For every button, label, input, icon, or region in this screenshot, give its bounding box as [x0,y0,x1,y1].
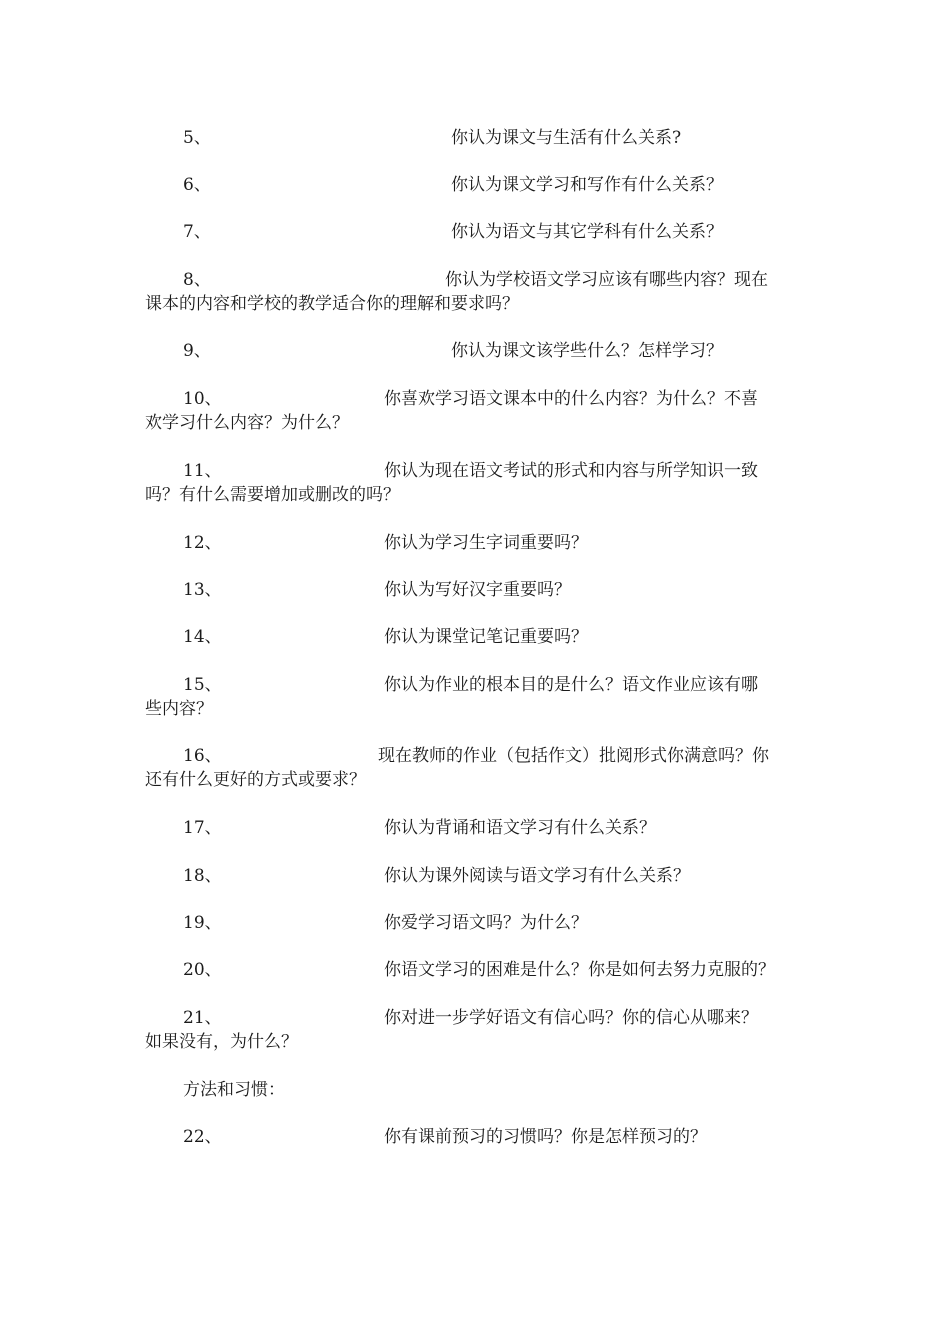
question-text-continued: 吗？有什么需要增加或删改的吗？ [145,485,400,505]
question-number: 11、 [183,461,222,481]
question-text: 你有课前预习的习惯吗？你是怎样预习的？ [384,1127,707,1147]
question-text-continued: 还有什么更好的方式或要求？ [145,770,366,790]
question-text-continued: 如果没有，为什么？ [145,1032,298,1052]
question-number: 7、 [183,222,211,242]
question-number: 21、 [183,1008,222,1028]
question-text: 你认为课文与生活有什么关系? [451,128,682,148]
question-text: 你认为现在语文考试的形式和内容与所学知识一致 [384,461,758,481]
question-text: 现在教师的作业（包括作文）批阅形式你满意吗？你 [378,746,769,766]
question-number: 6、 [183,175,211,195]
question-text: 你认为课外阅读与语文学习有什么关系？ [384,866,690,886]
question-text: 你认为课文该学些什么？怎样学习？ [451,341,723,361]
section-heading: 方法和习惯： [183,1080,285,1100]
question-text: 你认为作业的根本目的是什么？语文作业应该有哪 [384,675,758,695]
question-text-continued: 欢学习什么内容？为什么？ [145,413,349,433]
question-number: 13、 [183,580,222,600]
question-text: 你认为学校语文学习应该有哪些内容？现在 [445,270,768,290]
question-number: 12、 [183,533,222,553]
question-number: 15、 [183,675,222,695]
question-number: 5、 [183,128,211,148]
question-number: 18、 [183,866,222,886]
question-text: 你对进一步学好语文有信心吗？你的信心从哪来？ [384,1008,758,1028]
question-number: 8、 [183,270,211,290]
question-text: 你爱学习语文吗？为什么？ [384,913,588,933]
question-text: 你认为背诵和语文学习有什么关系？ [384,818,656,838]
question-number: 14、 [183,627,222,647]
question-text: 你认为课堂记笔记重要吗？ [384,627,588,647]
question-text: 你喜欢学习语文课本中的什么内容？为什么？不喜 [384,389,758,409]
question-text: 你认为写好汉字重要吗？ [384,580,571,600]
question-text-continued: 些内容？ [145,699,213,719]
question-number: 10、 [183,389,222,409]
question-text: 你认为学习生字词重要吗？ [384,533,588,553]
question-text: 你语文学习的困难是什么？你是如何去努力克服的？ [384,960,775,980]
question-number: 19、 [183,913,222,933]
question-number: 20、 [183,960,222,980]
question-text-continued: 课本的内容和学校的教学适合你的理解和要求吗？ [145,294,519,314]
question-text: 你认为课文学习和写作有什么关系？ [451,175,723,195]
question-text: 你认为语文与其它学科有什么关系？ [451,222,723,242]
question-number: 9、 [183,341,211,361]
question-number: 17、 [183,818,222,838]
question-number: 22、 [183,1127,222,1147]
question-number: 16、 [183,746,222,766]
